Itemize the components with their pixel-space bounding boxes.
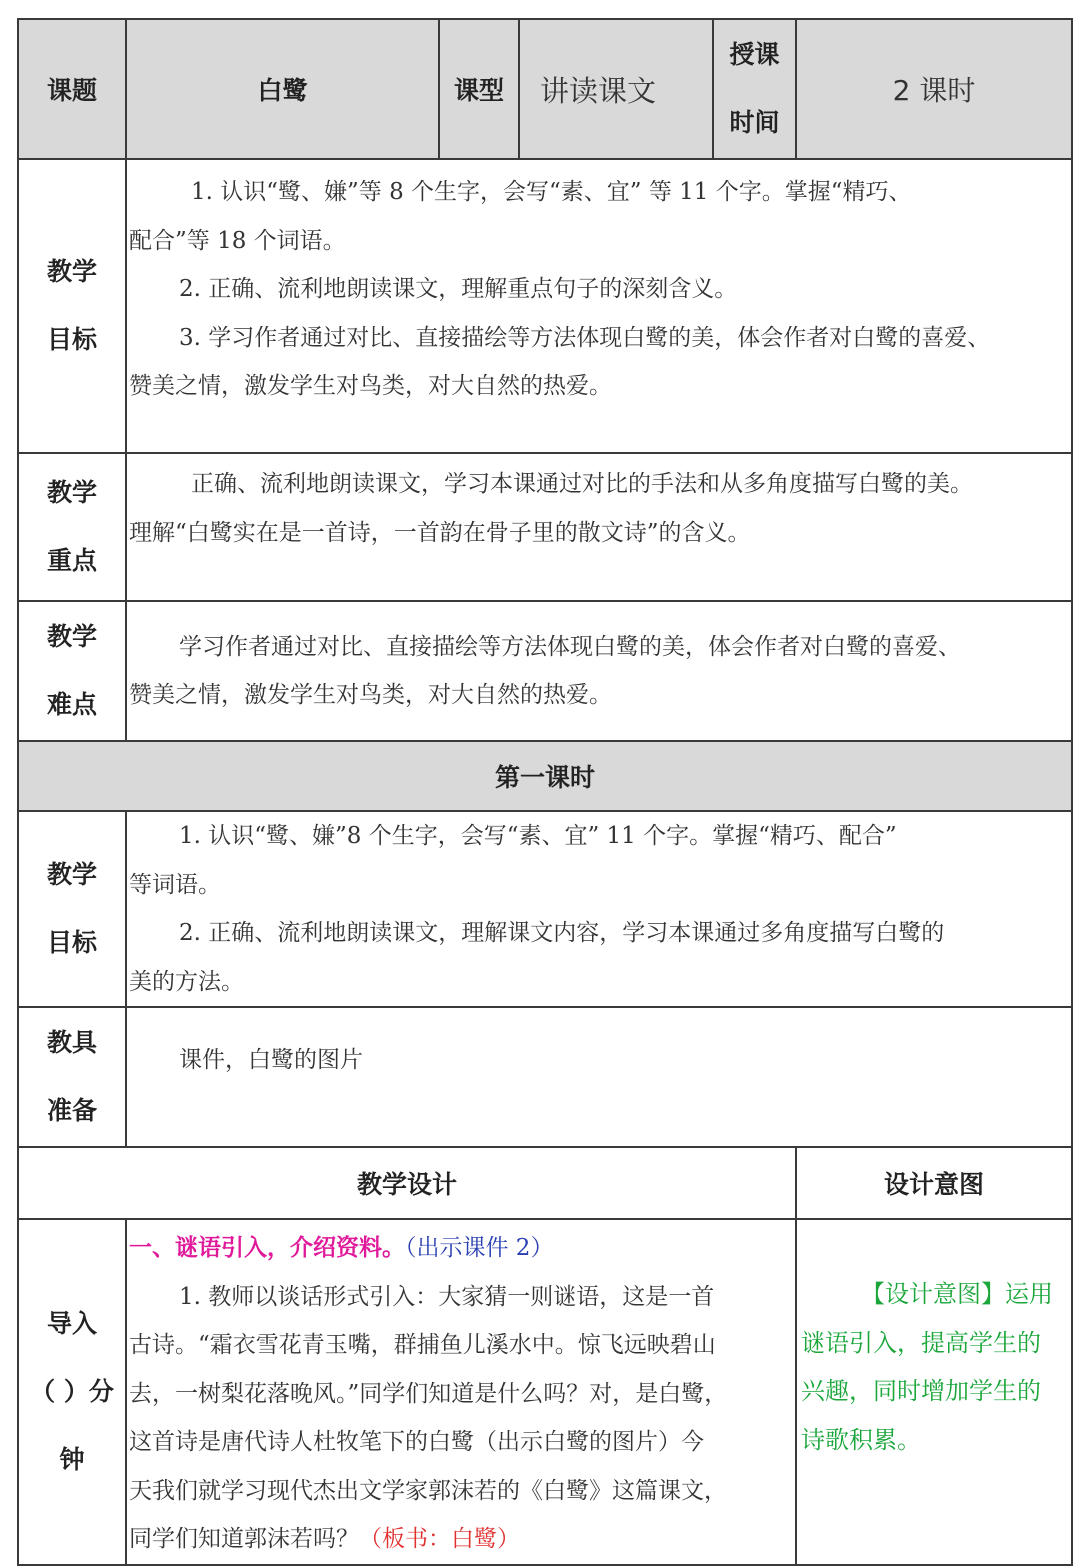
period-goals-content bbox=[126, 811, 1072, 1007]
intro-line1: 1. 教师以谈话形式引入：大家猜一则谜语，这是一首 bbox=[179, 1283, 715, 1310]
intro-line3: 去，一树梨花落晚风。”同学们知道是什么吗？对，是白鹭， bbox=[129, 1380, 728, 1407]
key-points-label-line2: 重点 bbox=[46, 546, 97, 575]
design-header-row bbox=[18, 1147, 1072, 1219]
intro-label-line2: （ ）分 bbox=[30, 1376, 114, 1406]
materials-content bbox=[126, 1007, 1072, 1147]
difficulties-label bbox=[18, 601, 126, 741]
intro-section-note: （出示课件 2） bbox=[405, 1235, 554, 1261]
difficulties-label-line1: 教学 bbox=[46, 622, 97, 651]
period-goals-row bbox=[18, 811, 1072, 1007]
design-col-intent: 设计意图 bbox=[796, 1147, 1072, 1219]
time-value: 2 课时 bbox=[796, 19, 1072, 159]
key-points-label-line1: 教学 bbox=[46, 478, 97, 507]
materials-label-line1: 教具 bbox=[46, 1028, 97, 1057]
goals-label bbox=[18, 159, 126, 453]
intro-intent-line4: 诗歌积累。 bbox=[801, 1425, 921, 1454]
key-points-row bbox=[18, 453, 1072, 601]
goals-content bbox=[126, 159, 1072, 453]
period-goals-label bbox=[18, 811, 126, 1007]
period-goals-label-line2: 目标 bbox=[46, 928, 97, 957]
lesson-plan-table bbox=[17, 18, 1073, 1566]
intro-row bbox=[18, 1219, 1072, 1565]
difficulties-line2: 赞美之情，激发学生对鸟类，对大自然的热爱。 bbox=[129, 682, 612, 708]
intro-line6: 同学们知道郭沫若吗？ bbox=[129, 1526, 359, 1552]
difficulties-content bbox=[126, 601, 1072, 741]
intro-intent bbox=[796, 1219, 1072, 1565]
intro-line5: 天我们就学习现代杰出文学家郭沫若的《白鹭》这篇课文， bbox=[129, 1477, 727, 1504]
difficulties-row bbox=[18, 601, 1072, 741]
goals-p3-line2: 赞美之情，激发学生对鸟类，对大自然的热爱。 bbox=[129, 373, 612, 399]
period-goals-p1-line1: 1. 认识“鹭、嫌”8 个生字，会写“素、宜” 11 个字。掌握“精巧、配合” bbox=[179, 823, 897, 849]
goals-p1-line1: 1. 认识“鹭、嫌”等 8 个生字，会写“素、宜” 等 11 个字。掌握“精巧、 bbox=[191, 179, 912, 205]
goals-label-line1: 教学 bbox=[46, 257, 97, 286]
time-label-line1: 授课 bbox=[729, 40, 780, 69]
intro-intent-line3: 兴趣，同时增加学生的 bbox=[801, 1377, 1041, 1405]
period-goals-p1-line2: 等词语。 bbox=[129, 871, 221, 898]
materials-label-line2: 准备 bbox=[46, 1096, 97, 1125]
intro-intent-line2: 谜语引入，提高学生的 bbox=[801, 1328, 1041, 1357]
goals-label-line2: 目标 bbox=[46, 325, 97, 354]
intro-board-note: （板书：白鹭） bbox=[359, 1526, 520, 1552]
design-col-teaching: 教学设计 bbox=[18, 1147, 796, 1219]
goals-p3-line1: 3. 学习作者通过对比、直接描绘等方法体现白鹭的美，体会作者对白鹭的喜爱、 bbox=[179, 324, 991, 351]
intro-line4: 这首诗是唐代诗人杜牧笔下的白鹭（出示白鹭的图片）今 bbox=[129, 1429, 704, 1455]
topic-label: 课题 bbox=[18, 19, 126, 159]
type-label: 课型 bbox=[439, 19, 519, 159]
intro-intent-line1: 【设计意图】运用 bbox=[861, 1280, 1053, 1308]
difficulties-line1: 学习作者通过对比、直接描绘等方法体现白鹭的美，体会作者对白鹭的喜爱、 bbox=[179, 633, 961, 660]
first-period-title: 第一课时 bbox=[18, 741, 1072, 811]
materials-row bbox=[18, 1007, 1072, 1147]
intro-line6-wrap bbox=[129, 1515, 793, 1564]
intro-label-line1: 导入 bbox=[46, 1308, 97, 1338]
period-goals-label-line1: 教学 bbox=[46, 860, 97, 889]
first-period-row bbox=[18, 741, 1072, 811]
period-goals-p2-line1: 2. 正确、流利地朗读课文，理解课文内容，学习本课通过多角度描写白鹭的 bbox=[179, 920, 945, 946]
intro-label-line3: 钟 bbox=[59, 1444, 85, 1474]
intro-section-title: 一、谜语引入，介绍资料。 bbox=[129, 1235, 405, 1261]
intro-line2: 古诗。“霜衣雪花青玉嘴，群捕鱼儿溪水中。惊飞远映碧山 bbox=[129, 1332, 716, 1358]
time-label-line2: 时间 bbox=[729, 108, 780, 137]
key-points-line2: 理解“白鹭实在是一首诗，一首韵在骨子里的散文诗”的含义。 bbox=[129, 519, 751, 546]
header-row bbox=[18, 19, 1072, 159]
key-points-line1: 正确、流利地朗读课文，学习本课通过对比的手法和从多角度描写白鹭的美。 bbox=[191, 471, 973, 497]
intro-label bbox=[18, 1219, 126, 1565]
goals-row bbox=[18, 159, 1072, 453]
materials-text: 课件，白鹭的图片 bbox=[179, 1047, 363, 1073]
intro-content bbox=[126, 1219, 796, 1565]
intro-section-heading bbox=[129, 1224, 793, 1273]
key-points-content bbox=[126, 453, 1072, 601]
difficulties-label-line2: 难点 bbox=[46, 690, 97, 719]
goals-p1-line2: 配合”等 18 个词语。 bbox=[129, 227, 346, 254]
topic-value: 白鹭 bbox=[126, 19, 439, 159]
goals-p2: 2. 正确、流利地朗读课文，理解重点句子的深刻含义。 bbox=[179, 276, 738, 302]
type-value: 讲读课文 bbox=[519, 19, 713, 159]
materials-label bbox=[18, 1007, 126, 1147]
time-label bbox=[713, 19, 796, 159]
key-points-label bbox=[18, 453, 126, 601]
period-goals-p2-line2: 美的方法。 bbox=[129, 968, 244, 995]
